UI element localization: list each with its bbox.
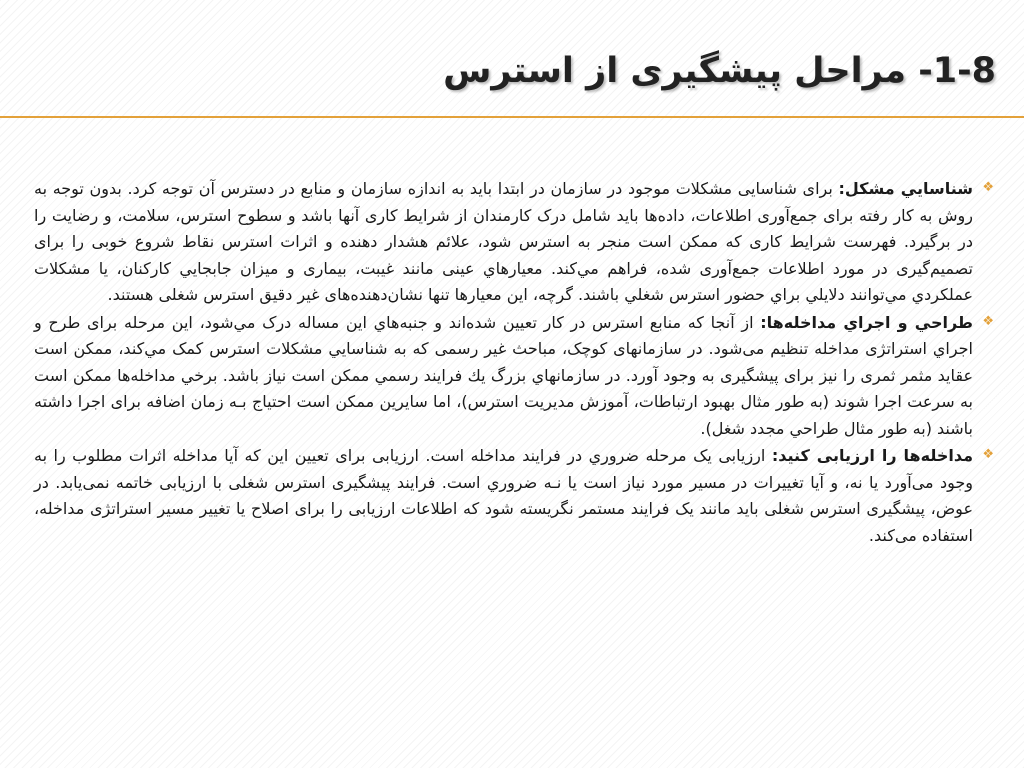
diamond-bullet-icon: ❖	[982, 180, 994, 195]
bullet-text: برای شناسایی مشکلات موجود در سازمان در ابتدا باید به اندازه سازمان و منابع در دسترس آن توجه کرد. بدون توجه به روش به کار رفته برای جمع‌آوری اطلاعات، داده‌ها باید شامل درک کارمندان از شرایط کاری آنها باشد و سطوح استرس، سلامت، و رضایت را در برگیرد. فهرست شرایط کاری که ممکن است منجر به استرس شود، علائم هشدار دهنده و اثرات استرس نقاط شروع خوبی را برای تصمیم‌گیری در مورد اطلاعات جمع‌آوری شده، فراهم مي‌کند. معيارهاي عینی مانند غیبت، بیماری و میزان جابجايي کارکنان، یا مشکلات عملکردي مي‌توانند دلايلي براي حضور استرس شغلي باشند. گرچه، اين معيارها تنها نشان‌دهنده‌های غير دقيق استرس شغلی هستند.	[34, 179, 973, 304]
bullet-heading: شناسايي مشکل:	[838, 179, 974, 198]
slide-title: 1-8- مراحل پيشگيری از استرس	[443, 51, 996, 91]
bullet-heading: مداخله‌ها را ارزيابی کنيد:	[771, 446, 974, 465]
slide-body	[34, 176, 996, 550]
bullet-text: ارزیابی یک مرحله ضروري در فرايند مداخله است. ارزيابی برای تعيين اين که آيا مداخله اثرات مطلوب را به وجود می‌آورد يا نه، و آيا تغييرات در مسير مورد نياز است يا نـه ضروري است. فرايند پيشگيری استرس شغلی با ارزيابی خاتمه نمی‌يابد. در عوض، پيشگيری استرس شغلی بايد مانند يک فرايند مستمر نگريسته شود که اطلاعات ارزيابی را برای اصلاح يا تغيير مسير استراتژی مداخله، استفاده می‌کند.	[34, 446, 973, 545]
bullet-heading: طراحي و اجراي مداخله‌ها:	[760, 312, 973, 332]
bullet-text: از آنجا که منابع استرس در کار تعيين شده‌اند و جنبه‌هاي اين مساله درک مي‌شود، این مرحله برای طرح و اجراي استراتژی مداخله تنظیم می‌شود. در سازمانهای کوچک، مباحث غير رسمی که به شناسايي مشکلات استرس کمک مي‌کند، ممکن است عقايد مثمر ثمری را نيز برای پیشگیری به وجود آورد. در سازمانهاي بزرگ يك فرايند رسمي ممکن است نياز باشد. برخي مداخله‌ها ممکن است به سرعت اجرا شوند (به طور مثال بهبود ارتباطات، آموزش مديريت استرس)، اما سایرین ممکن است احتياج بـه زمان اضافه برای اجرا داشته باشند (به طور مثال طراحي مجدد شغل).	[34, 312, 973, 438]
bullet-item	[34, 176, 996, 309]
diamond-bullet-icon: ❖	[982, 447, 994, 462]
diamond-bullet-icon: ❖	[982, 313, 994, 329]
bullet-item	[34, 310, 996, 443]
title-divider	[0, 116, 1024, 118]
bullet-item	[34, 443, 996, 549]
